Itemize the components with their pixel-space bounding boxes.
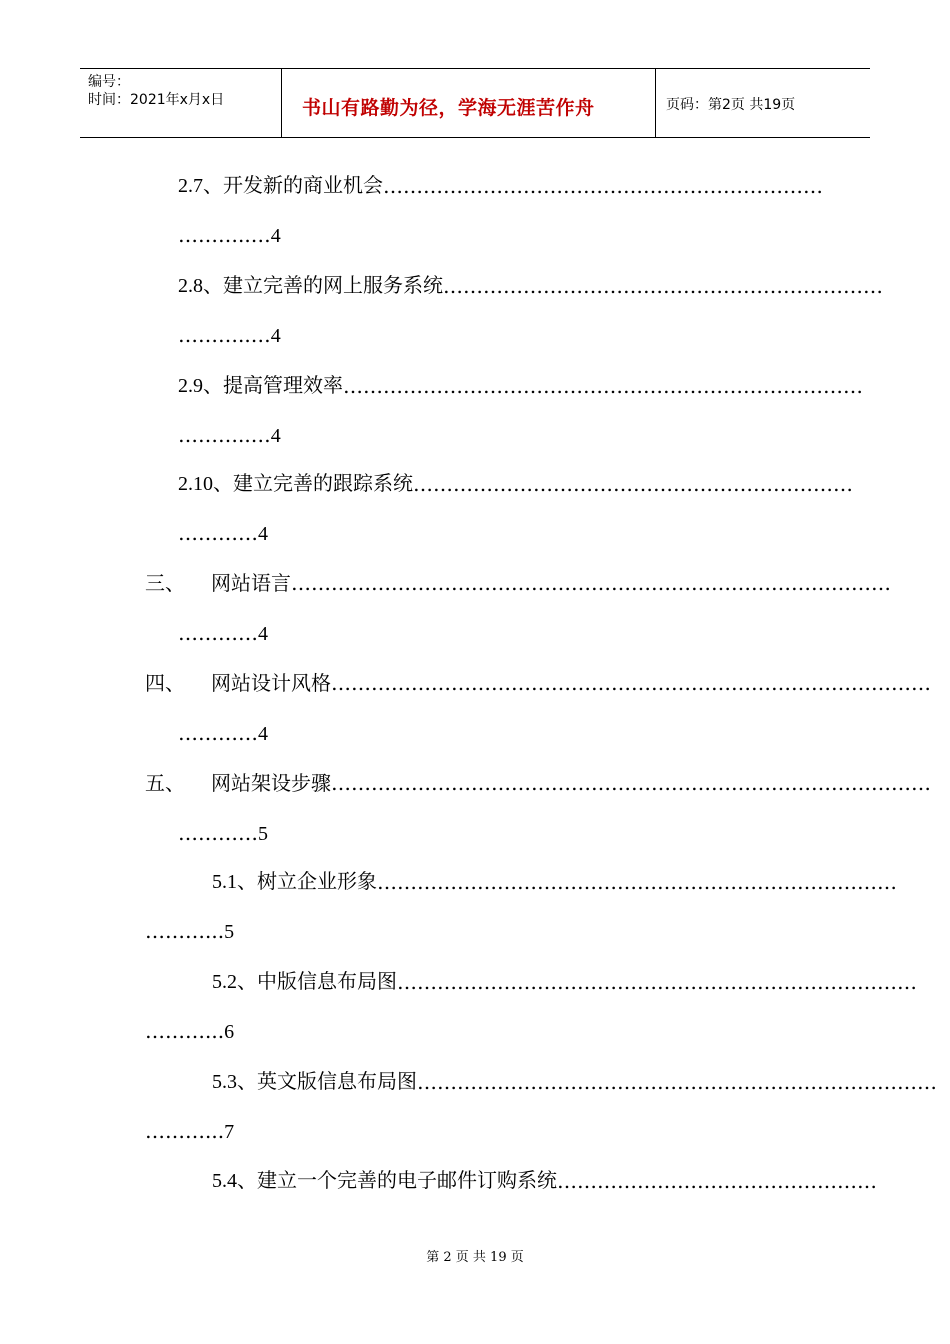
toc-entry-continuation bbox=[178, 820, 268, 847]
toc-entry-continuation bbox=[178, 322, 281, 349]
toc-entry-continuation bbox=[178, 720, 268, 747]
toc-leader-dots: ………..… bbox=[178, 223, 271, 247]
toc-leader-dots: ………... bbox=[145, 1019, 225, 1043]
toc-entry-line bbox=[178, 470, 853, 497]
toc-entry-title: 建立完善的跟踪系统 bbox=[233, 471, 413, 495]
toc-page-number: 5 bbox=[224, 921, 235, 943]
toc-entry-line bbox=[145, 770, 931, 796]
toc-entry-title: 树立企业形象 bbox=[257, 869, 377, 893]
toc-leader-dots: ……………………………………………………………………………… bbox=[331, 671, 931, 695]
toc-leader-dots: ……………………………………………………………………………… bbox=[291, 571, 891, 595]
toc-entry-title: 建立完善的网上服务系统 bbox=[223, 273, 443, 297]
toc-entry-line bbox=[212, 968, 917, 995]
toc-page-number: 4 bbox=[258, 723, 268, 745]
header-info-cell bbox=[80, 69, 282, 137]
toc-entry-title: 网站语言 bbox=[211, 571, 291, 595]
toc-entry-line bbox=[212, 1167, 877, 1194]
toc-page-number: 4 bbox=[258, 623, 268, 645]
toc-entry-title: 建立一个完善的电子邮件订购系统 bbox=[257, 1168, 557, 1192]
toc-entry-number: 5.1、 bbox=[212, 871, 257, 893]
toc-entry-title: 网站架设步骤 bbox=[211, 771, 331, 795]
toc-entry-continuation bbox=[178, 222, 281, 249]
toc-entry-number: 五、 bbox=[145, 771, 185, 795]
toc-entry-line bbox=[212, 868, 897, 895]
toc-entry-continuation bbox=[145, 1018, 234, 1045]
toc-page-number: 6 bbox=[224, 1021, 235, 1043]
toc-leader-dots: ………..… bbox=[178, 423, 271, 447]
toc-leader-dots: …………………………………………………………………… bbox=[377, 870, 897, 894]
page-header bbox=[80, 68, 870, 138]
toc-entry-title: 开发新的商业机会 bbox=[223, 173, 383, 197]
header-page-label: 页码：第2页 共19页 bbox=[666, 97, 796, 113]
toc-page-number: 4 bbox=[258, 523, 268, 545]
toc-entry-title: 中版信息布局图 bbox=[257, 969, 397, 993]
toc-entry-line bbox=[145, 570, 891, 596]
toc-leader-dots: ………… bbox=[178, 821, 258, 845]
toc-page-number: 4 bbox=[270, 325, 281, 347]
toc-leader-dots: ………… bbox=[178, 621, 258, 645]
document-time-label: 时间：2021年x月x日 bbox=[88, 92, 225, 108]
toc-leader-dots: …………………………………………………………………… bbox=[397, 970, 917, 994]
toc-entry-line bbox=[178, 172, 823, 199]
toc-leader-dots: ………… bbox=[178, 521, 258, 545]
toc-entry-number: 四、 bbox=[145, 671, 185, 695]
toc-entry-title: 网站设计风格 bbox=[211, 671, 331, 695]
header-motto-cell bbox=[282, 69, 656, 137]
toc-leader-dots: ………... bbox=[145, 919, 225, 943]
toc-leader-dots: …………………………………………………………………… bbox=[343, 374, 863, 398]
toc-leader-dots: …………………………………………………………………… bbox=[417, 1070, 937, 1094]
toc-leader-dots: ………..… bbox=[178, 323, 271, 347]
toc-entry-number: 5.4、 bbox=[212, 1170, 257, 1192]
toc-entry-continuation bbox=[178, 422, 281, 449]
toc-page-number: 4 bbox=[270, 225, 281, 247]
header-motto: 书山有路勤为径，学海无涯苦作舟 bbox=[302, 97, 595, 119]
toc-leader-dots: ………... bbox=[145, 1119, 225, 1143]
toc-leader-dots: ………………………………………………………… bbox=[383, 174, 823, 198]
toc-entry-number: 5.2、 bbox=[212, 971, 257, 993]
toc-leader-dots: ………………………………………………………… bbox=[413, 472, 853, 496]
document-code-label: 编号： bbox=[88, 74, 130, 90]
toc-entry-title: 英文版信息布局图 bbox=[257, 1069, 417, 1093]
toc-leader-dots: ……………………………………………………………………………… bbox=[331, 771, 931, 795]
toc-page-number: 4 bbox=[270, 425, 281, 447]
toc-entry-line bbox=[212, 1068, 937, 1095]
toc-entry-continuation bbox=[178, 620, 268, 647]
toc-entry-continuation bbox=[178, 520, 268, 547]
header-page-cell bbox=[656, 69, 870, 137]
toc-leader-dots: ………………………………………………………… bbox=[443, 274, 883, 298]
page-footer: 第 2 页 共 19 页 bbox=[426, 1250, 524, 1265]
toc-entry-line bbox=[178, 372, 863, 399]
toc-leader-dots: ………………………………………… bbox=[557, 1169, 877, 1193]
toc-entry-line bbox=[178, 272, 883, 299]
toc-entry-number: 2.9、 bbox=[178, 375, 223, 397]
toc-entry-number: 2.7、 bbox=[178, 175, 223, 197]
toc-entry-number: 5.3、 bbox=[212, 1071, 257, 1093]
toc-entry-number: 2.8、 bbox=[178, 275, 223, 297]
toc-entry-line bbox=[145, 670, 931, 696]
toc-entry-title: 提高管理效率 bbox=[223, 373, 343, 397]
toc-page-number: 7 bbox=[224, 1121, 235, 1143]
toc-entry-continuation bbox=[145, 918, 234, 945]
toc-page-number: 5 bbox=[258, 823, 268, 845]
toc-leader-dots: ………… bbox=[178, 721, 258, 745]
toc-entry-continuation bbox=[145, 1118, 234, 1145]
toc-entry-number: 三、 bbox=[145, 571, 185, 595]
toc-entry-number: 2.10、 bbox=[178, 473, 233, 495]
